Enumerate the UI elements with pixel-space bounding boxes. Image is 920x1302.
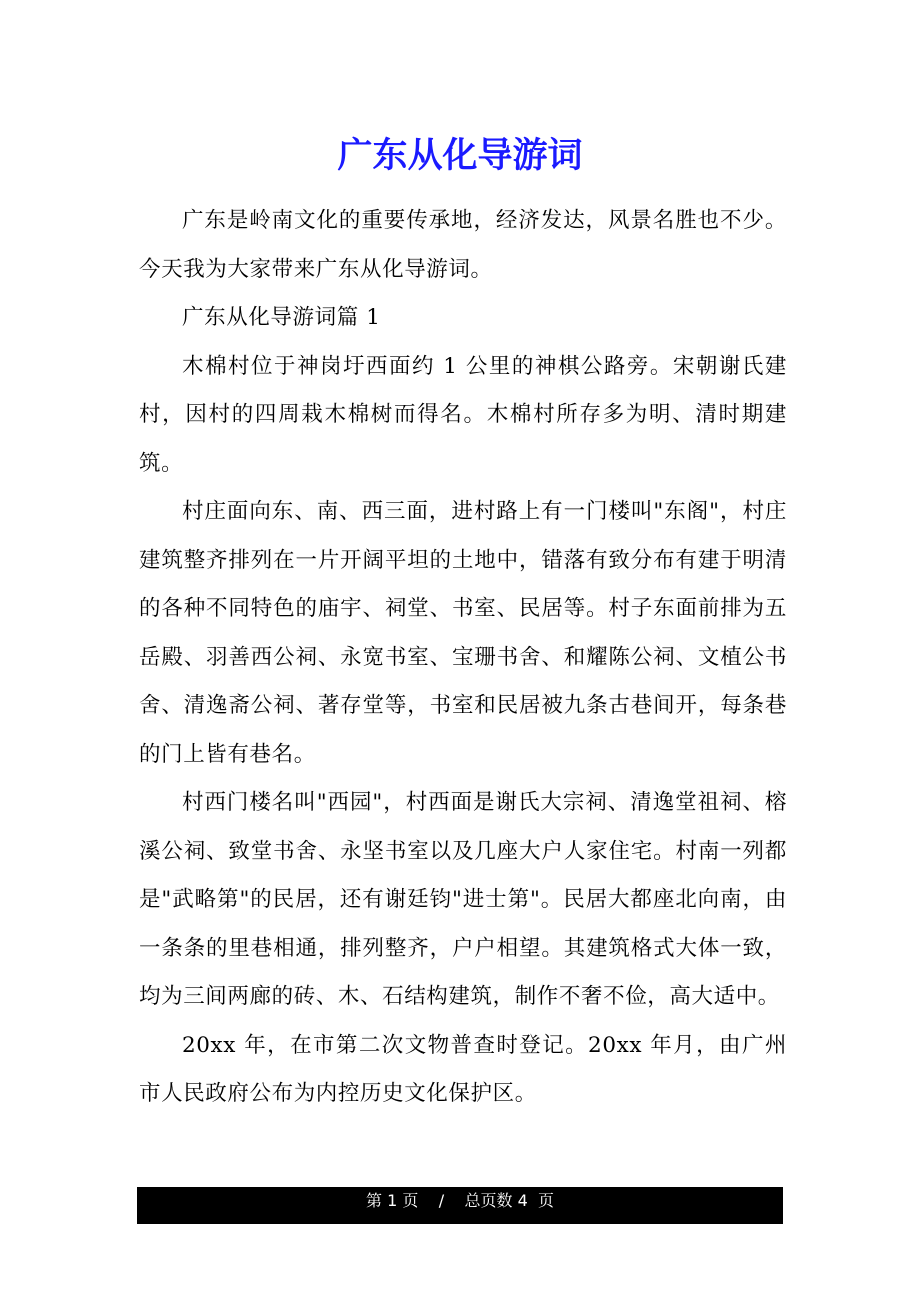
body-paragraph: 村西门楼名叫"西园"，村西面是谢氏大宗祠、清逸堂祖祠、榕溪公祠、致堂书舍、永坚书室以及几座大户人家住宅。村南一列都是"武略第"的民居，还有谢廷钧"进士第"。民居大都座北向南，由一条条的里巷相通，排列整齐，户户相望。其建筑格式大体一致，均为三间两廊的砖、木、石结构建筑，制作不奢不俭，高大适中。: [139, 790, 787, 1009]
page-suffix: 页: [402, 1191, 419, 1210]
page-footer: [137, 1187, 783, 1224]
total-pages-number: 4: [517, 1191, 528, 1210]
total-pages-label: 总页数: [464, 1191, 513, 1210]
total-pages-suffix: 页: [537, 1191, 554, 1210]
page-prefix: 第: [366, 1191, 383, 1210]
body-paragraph: 木棉村位于神岗圩西面约 1 公里的神棋公路旁。宋朝谢氏建村，因村的四周栽木棉树而得名。木棉村所存多为明、清时期建筑。: [139, 353, 787, 476]
intro-paragraph: 广东是岭南文化的重要传承地，经济发达，风景名胜也不少。今天我为大家带来广东从化导游词。: [139, 208, 787, 282]
current-page-number: 1: [387, 1191, 398, 1210]
document-body: [139, 197, 787, 1119]
document-title: 广东从化导游词: [337, 136, 583, 177]
section-heading: 广东从化导游词篇 1: [182, 305, 381, 330]
page-separator: /: [438, 1191, 445, 1210]
body-paragraph: 村庄面向东、南、西三面，进村路上有一门楼叫"东阁"，村庄建筑整齐排列在一片开阔平坦的土地中，错落有致分布有建于明清的各种不同特色的庙宇、祠堂、书室、民居等。村子东面前排为五岳殿、羽善西公祠、永宽书室、宝珊书舍、和耀陈公祠、文植公书舍、清逸斋公祠、著存堂等，书室和民居被九条古巷间开，每条巷的门上皆有巷名。: [139, 499, 787, 767]
body-paragraph: 20xx 年，在市第二次文物普查时登记。20xx 年月，由广州市人民政府公布为内控历史文化保护区。: [139, 1032, 787, 1106]
